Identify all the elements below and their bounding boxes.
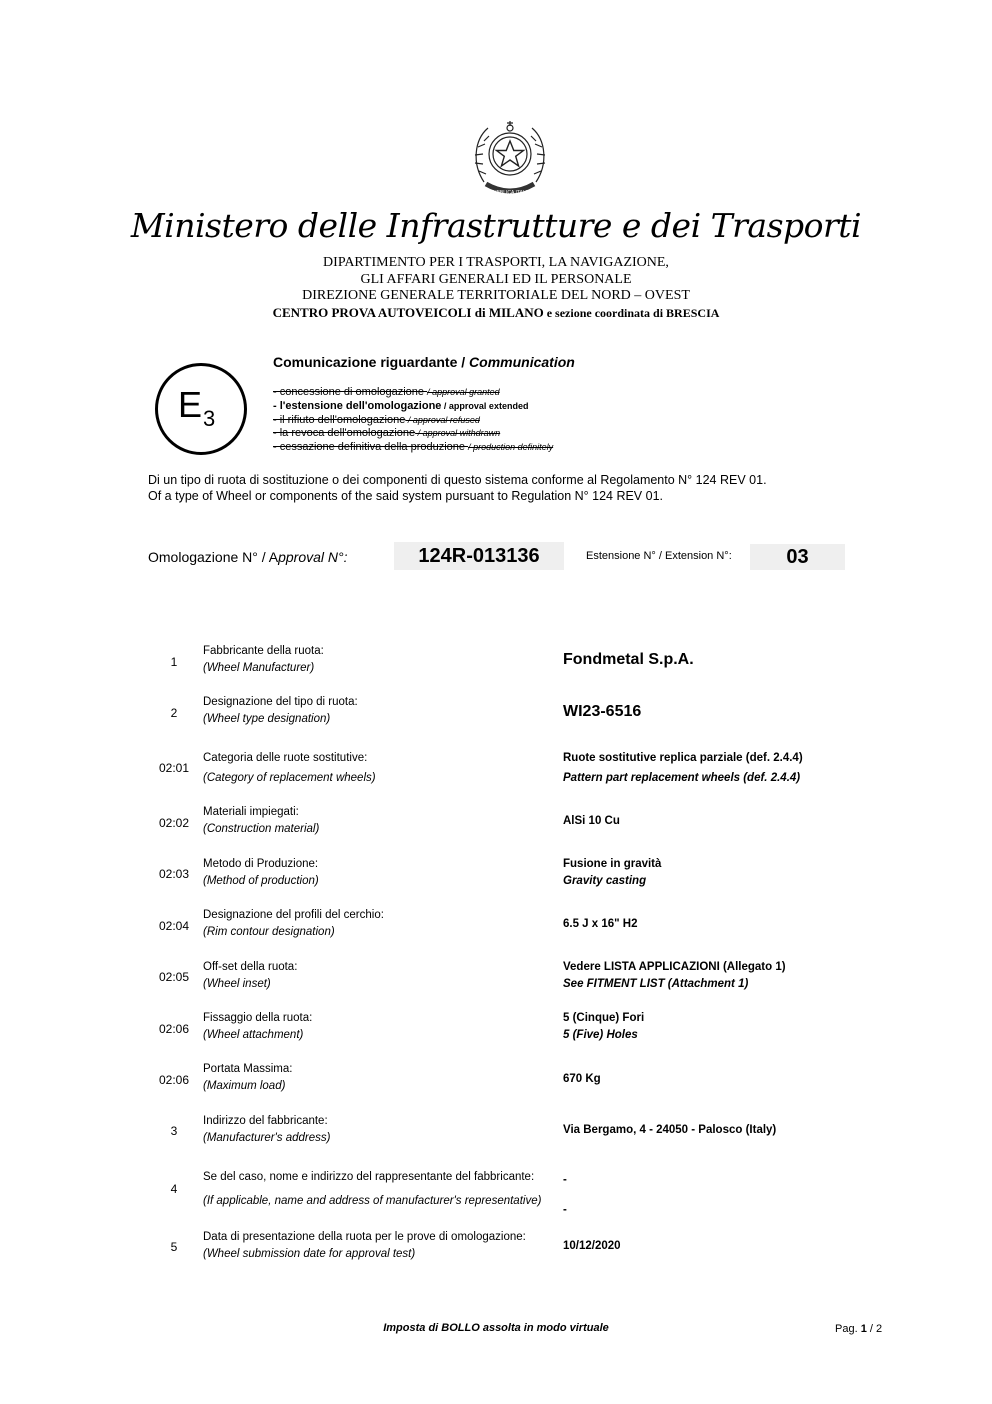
item-label-it: Portata Massima: [203,1063,293,1075]
item-label-en: (Rim contour designation) [203,926,335,938]
item-number: 3 [170,1124,178,1138]
department-line-3: DIREZIONE GENERALE TERRITORIALE DEL NORD – OVEST [302,288,690,303]
option-en: / approval refused [405,415,480,425]
item-label-it: Designazione del profili del cerchio: [203,909,384,921]
option-approval-granted [273,386,500,398]
emblem-lettering: REPUBBLICA ITALIANA [482,190,538,196]
option-en: / approval withdrawn [415,428,501,438]
item-number: 02:06 [158,1022,190,1036]
italian-republic-emblem-icon [470,114,550,204]
approval-label-it: Omologazione N° / A [148,549,279,565]
item-label [203,1010,312,1044]
item-label-it: Metodo di Produzione: [203,858,319,870]
item-label-it: Off-set della ruota: [203,961,298,973]
item-label-it: Se del caso, nome e indirizzo del rappresentante del fabbricante: [203,1171,535,1183]
item-label-it: Categoria delle ruote sostitutive: [203,752,368,764]
item-value: Fondmetal S.p.A. [563,651,694,668]
centro-section: e sezione coordinata di BRESCIA [543,306,720,320]
option-approval-extended [273,400,528,412]
item-value: AlSi 10 Cu [563,815,620,827]
item-label-en: (Wheel submission date for approval test) [203,1248,416,1260]
centro-name: CENTRO PROVA AUTOVEICOLI di MILANO [272,305,544,320]
item-number: 2 [170,706,178,720]
item-label-en: (Maximum load) [203,1080,286,1092]
approval-label-en: pproval N°: [278,549,348,565]
item-value [563,748,803,788]
item-value [563,1165,567,1225]
item-value-en: 5 (Five) Holes [563,1029,638,1041]
item-value: 670 Kg [563,1073,601,1085]
item-value: WI23-6516 [563,703,642,720]
communication-title-it: Comunicazione riguardante / [273,354,470,370]
e-mark-country-number: 3 [203,406,216,431]
intro-it: Di un tipo di ruota di sostituzione o dei componenti di questo sistema conforme al Regolamento N° 124 REV 01. [148,473,767,487]
item-label [203,804,319,838]
approval-number-label [148,549,348,565]
item-number: 02:06 [158,1073,190,1087]
ministry-title: Ministero delle Infrastrutture e dei Trasporti [130,206,862,245]
page-number [835,1323,882,1335]
e-approval-mark [155,363,247,455]
item-label-en: (Wheel Manufacturer) [203,662,315,674]
item-label [203,1113,330,1147]
item-label-en: (Wheel attachment) [203,1029,304,1041]
extension-number-label: Estensione N° / Extension N°: [586,550,732,562]
item-value-it: - [563,1174,567,1186]
option-en: / approval granted [427,387,500,397]
item-label [203,1165,541,1213]
item-value-it: Vedere LISTA APPLICAZIONI (Allegato 1) [563,961,786,973]
item-number: 4 [170,1182,178,1196]
stamp-duty-note: Imposta di BOLLO assolta in modo virtuale [383,1322,609,1334]
item-number: 5 [170,1240,178,1254]
communication-title [273,354,575,370]
option-approval-refused [273,414,480,426]
page-total: / 2 [866,1323,883,1335]
item-label-en: (Category of replacement wheels) [203,772,376,784]
item-value-it: Ruote sostitutive replica parziale (def. 2.4.4) [563,752,803,764]
item-number: 02:02 [158,816,190,830]
item-label-en: (Manufacturer's address) [203,1132,331,1144]
item-label [203,694,358,728]
option-production-discontinued [273,441,553,453]
item-number: 02:04 [158,919,190,933]
page-prefix: Pag. [835,1323,861,1335]
item-number: 02:03 [158,867,190,881]
item-number: 02:05 [158,970,190,984]
department-line-1: DIPARTIMENTO PER I TRASPORTI, LA NAVIGAZIONE, [323,255,669,270]
item-value [563,959,786,993]
option-en: / production definitely [468,442,554,452]
centro-prova-line [0,305,992,321]
option-it: - cessazione definitiva della produzione [273,441,469,453]
item-label [203,748,376,788]
item-number: 1 [170,655,178,669]
item-label-it: Fabbricante della ruota: [203,645,324,657]
extension-number: 03 [750,544,845,570]
item-value: Via Bergamo, 4 - 24050 - Palosco (Italy) [563,1124,777,1136]
item-label-en: (Construction material) [203,823,320,835]
e-mark-letter: E [178,384,203,425]
item-value-it: Fusione in gravità [563,858,662,870]
option-it: - il rifiuto dell'omologazione [273,414,406,426]
item-label-en: (Wheel type designation) [203,713,331,725]
item-value: 10/12/2020 [563,1240,621,1252]
item-value-en: Pattern part replacement wheels (def. 2.4.4) [563,772,801,784]
page-current: 1 [860,1323,867,1335]
item-label [203,1229,526,1263]
item-value-en: See FITMENT LIST (Attachment 1) [563,978,749,990]
item-label-it: Data di presentazione della ruota per le prove di omologazione: [203,1231,526,1243]
item-value [563,1010,644,1044]
item-label-it: Materiali impiegati: [203,806,299,818]
option-it: - l'estensione dell'omologazione [273,400,442,412]
item-label [203,856,319,890]
item-number: 02:01 [158,761,190,775]
item-label [203,1061,292,1095]
option-it: - la revoca dell'omologazione [273,427,416,439]
department-line-2: GLI AFFARI GENERALI ED IL PERSONALE [360,272,632,287]
approval-number: 124R-013136 [394,542,564,570]
intro-en: Of a type of Wheel or components of the said system pursuant to Regulation N° 124 REV 01. [148,489,663,503]
item-label-it: Indirizzo del fabbricante: [203,1115,328,1127]
item-label-it: Designazione del tipo di ruota: [203,696,358,708]
item-value [563,856,661,890]
communication-title-en: Communication [469,354,575,370]
item-value-en: - [563,1204,567,1216]
item-value-it: 5 (Cinque) Fori [563,1012,645,1024]
item-value: 6.5 J x 16" H2 [563,918,638,930]
option-approval-withdrawn [273,427,500,439]
item-label-en: (If applicable, name and address of manufacturer's representative) [203,1195,542,1207]
item-label [203,907,384,941]
item-label [203,959,297,993]
item-label-en: (Method of production) [203,875,319,887]
option-en: / approval extended [441,401,529,411]
item-label [203,643,324,677]
item-label-en: (Wheel inset) [203,978,271,990]
item-label-it: Fissaggio della ruota: [203,1012,313,1024]
item-value-en: Gravity casting [563,875,647,887]
option-it: - concessione di omologazione [273,386,428,398]
